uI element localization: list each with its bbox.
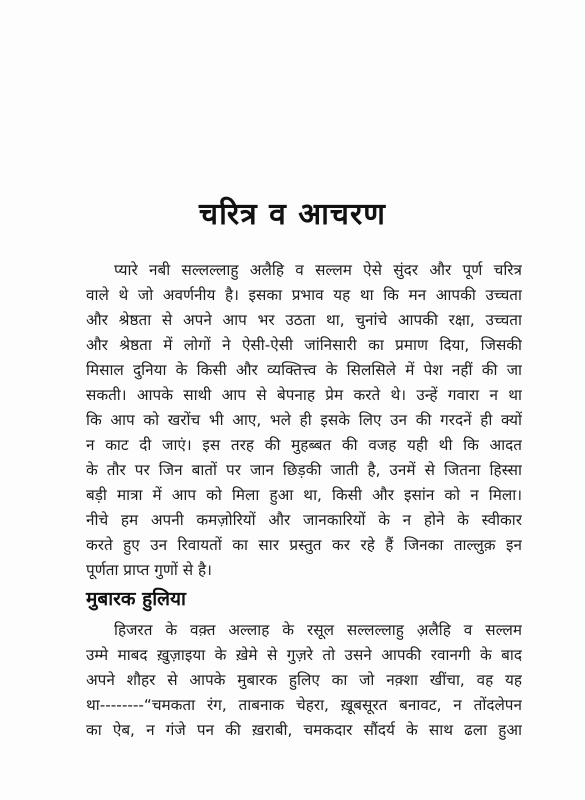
- text-line: हिजरत के वक़्त अल्लाह के रसूल सल्लल्लाहु अ़लैहि व सल्लम: [114, 621, 522, 639]
- text-line: के तौर पर जिन बातों पर जान छिड़की जाती है, उनमें से जितना हिस्सा: [86, 461, 522, 479]
- text-line: कि आप को खरोंच भी आए, भले ही इसके लिए उन की गरदनें ही क्यों: [86, 411, 522, 429]
- text-line: अपने शौहर से आपके मुबारक हुलिए का जो नक़्शा खींचा, वह यह: [86, 671, 522, 689]
- text-line: बड़ी मात्रा में आप को मिला हुआ था, किसी और इसांन को न मिला।: [86, 486, 522, 504]
- text-line: और श्रेष्ठता से अपने आप भर उठता था, चुनांचे आपकी रक्षा, उच्चता: [86, 311, 522, 329]
- text-line: उम्मे माबद ख़ुज़ाइया के ख़ेमे से गुज़रे तो उसने आपकी रवानगी के बाद: [86, 646, 522, 664]
- text-line: प्यारे नबी सल्लल्लाहु अलैहि व सल्लम ऐसे सुंदर और पूर्ण चरित्र: [114, 261, 522, 279]
- text-line: न काट दी जाएं। इस तरह की मुहब्बत की वजह यही थी कि आदत: [86, 436, 522, 454]
- text-line: और श्रेष्ठता में लोगों ने ऐसी-ऐसी जांनिसारी का प्रमाण दिया, जिसकी: [86, 336, 522, 354]
- text-line: करते हुए उन रिवायतों का सार प्रस्तुत कर रहे हैं जिनका ताल्लुक़ इन: [86, 536, 522, 554]
- paragraph-character: [86, 258, 522, 583]
- paragraph-appearance: [86, 618, 522, 743]
- text-line: का ऐब, न गंजे पन की ख़राबी, चमकदार सौंदर्य के साथ ढला हुआ: [86, 721, 522, 739]
- text-line: वाले थे जो अवर्णनीय है। इसका प्रभाव यह था कि मन आपकी उच्चता: [86, 286, 522, 304]
- text-line: नीचे हम अपनी कमज़ोरियों और जानकारियों के न होने के स्वीकार: [86, 511, 522, 529]
- text-line: था--------“चमकता रंग, ताबनाक चेहरा, ख़ूबसूरत बनावट, न तोंदलेपन: [86, 696, 522, 714]
- chapter-title: चरित्र व आचरण: [199, 197, 386, 232]
- text-line: मिसाल दुनिया के किसी और व्यक्तित्त्व के सिलसिले में पेश नहीं की जा: [86, 361, 522, 379]
- text-line: सकती। आपके साथी आप से बेपनाह प्रेम करते थे। उन्हें गवारा न था: [86, 386, 522, 404]
- section-heading: मुबारक हुलिया: [86, 588, 186, 610]
- text-line: पूर्णता प्राप्त गुणों से है।: [86, 561, 212, 579]
